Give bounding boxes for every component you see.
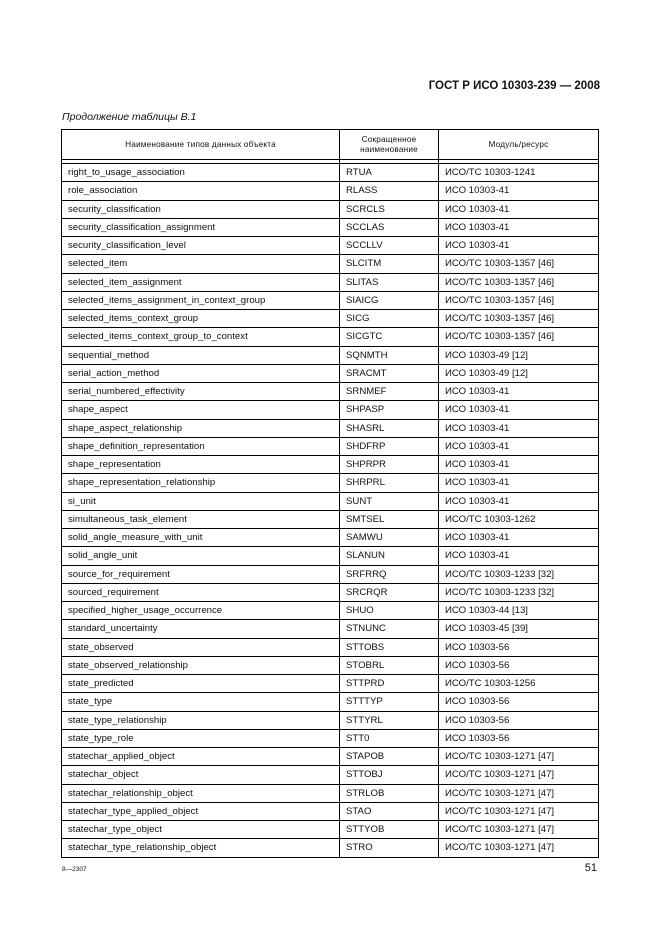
cell-module: ИСО/ТС 10303-1271 [47]	[439, 802, 599, 820]
table-row	[62, 474, 599, 492]
cell-entity-name: shape_representation	[62, 456, 340, 474]
cell-entity-name: security_classification_level	[62, 237, 340, 255]
cell-short-name: STTTYP	[340, 693, 439, 711]
table-row	[62, 565, 599, 583]
cell-module: ИСО 10303-41	[439, 492, 599, 510]
cell-entity-name: statechar_type_relationship_object	[62, 839, 340, 857]
cell-entity-name: shape_representation_relationship	[62, 474, 340, 492]
cell-short-name: SICGTC	[340, 328, 439, 346]
cell-short-name: STTOBJ	[340, 766, 439, 784]
cell-short-name: SQNMTH	[340, 346, 439, 364]
cell-entity-name: selected_item_assignment	[62, 273, 340, 291]
column-header-short-name-text: Сокращенное наименование	[360, 134, 418, 154]
cell-module: ИСО/ТС 10303-1233 [32]	[439, 583, 599, 601]
cell-module: ИСО/ТС 10303-1357 [46]	[439, 273, 599, 291]
table-row	[62, 510, 599, 528]
cell-module: ИСО/ТС 10303-1271 [47]	[439, 784, 599, 802]
cell-entity-name: si_unit	[62, 492, 340, 510]
cell-module: ИСО/ТС 10303-1241	[439, 164, 599, 182]
cell-short-name: STAO	[340, 802, 439, 820]
cell-module: ИСО 10303-49 [12]	[439, 364, 599, 382]
table-row	[62, 729, 599, 747]
cell-entity-name: state_type	[62, 693, 340, 711]
cell-entity-name: selected_items_context_group_to_context	[62, 328, 340, 346]
cell-short-name: SRCRQR	[340, 583, 439, 601]
cell-short-name: SRFRRQ	[340, 565, 439, 583]
cell-module: ИСО 10303-56	[439, 656, 599, 674]
cell-entity-name: security_classification_assignment	[62, 218, 340, 236]
cell-module: ИСО/ТС 10303-1271 [47]	[439, 748, 599, 766]
cell-module: ИСО/ТС 10303-1256	[439, 675, 599, 693]
cell-short-name: SAMWU	[340, 529, 439, 547]
cell-module: ИСО 10303-41	[439, 237, 599, 255]
cell-short-name: RLASS	[340, 182, 439, 200]
table-row	[62, 419, 599, 437]
cell-short-name: SMTSEL	[340, 510, 439, 528]
cell-short-name: SLANUN	[340, 547, 439, 565]
table-header-row	[62, 130, 599, 160]
cell-entity-name: solid_angle_unit	[62, 547, 340, 565]
table-row	[62, 839, 599, 857]
table-row	[62, 748, 599, 766]
cell-entity-name: specified_higher_usage_occurrence	[62, 602, 340, 620]
cell-module: ИСО/ТС 10303-1271 [47]	[439, 839, 599, 857]
cell-module: ИСО 10303-41	[439, 419, 599, 437]
table-row	[62, 273, 599, 291]
sheet-code: 8—2307	[62, 866, 87, 873]
cell-entity-name: standard_uncertainty	[62, 620, 340, 638]
table-row	[62, 164, 599, 182]
column-header-entity-name: Наименование типов данных объекта	[62, 130, 340, 160]
cell-entity-name: state_predicted	[62, 675, 340, 693]
table-row	[62, 401, 599, 419]
cell-entity-name: right_to_usage_association	[62, 164, 340, 182]
cell-entity-name: statechar_type_applied_object	[62, 802, 340, 820]
cell-entity-name: solid_angle_measure_with_unit	[62, 529, 340, 547]
cell-short-name: STRLOB	[340, 784, 439, 802]
cell-short-name: SHPRPR	[340, 456, 439, 474]
cell-short-name: STOBRL	[340, 656, 439, 674]
table-row	[62, 656, 599, 674]
cell-short-name: STTPRD	[340, 675, 439, 693]
cell-module: ИСО/ТС 10303-1357 [46]	[439, 328, 599, 346]
table-row	[62, 364, 599, 382]
cell-module: ИСО/ТС 10303-1233 [32]	[439, 565, 599, 583]
cell-module: ИСО 10303-41	[439, 437, 599, 455]
cell-entity-name: state_type_relationship	[62, 711, 340, 729]
cell-short-name: SHASRL	[340, 419, 439, 437]
cell-module: ИСО 10303-49 [12]	[439, 346, 599, 364]
cell-module: ИСО 10303-41	[439, 200, 599, 218]
cell-short-name: SCCLLV	[340, 237, 439, 255]
cell-short-name: STNUNC	[340, 620, 439, 638]
table-row	[62, 291, 599, 309]
cell-entity-name: source_for_requirement	[62, 565, 340, 583]
cell-short-name: SHDFRP	[340, 437, 439, 455]
cell-module: ИСО 10303-56	[439, 729, 599, 747]
cell-module: ИСО 10303-41	[439, 547, 599, 565]
cell-short-name: SCRCLS	[340, 200, 439, 218]
cell-module: ИСО 10303-41	[439, 182, 599, 200]
cell-short-name: STTOBS	[340, 638, 439, 656]
cell-module: ИСО 10303-41	[439, 401, 599, 419]
table-row	[62, 255, 599, 273]
cell-short-name: SICG	[340, 310, 439, 328]
table-row	[62, 383, 599, 401]
table-row	[62, 328, 599, 346]
table-row	[62, 218, 599, 236]
cell-entity-name: selected_item	[62, 255, 340, 273]
cell-module: ИСО/ТС 10303-1262	[439, 510, 599, 528]
cell-module: ИСО/ТС 10303-1357 [46]	[439, 291, 599, 309]
table-row	[62, 492, 599, 510]
cell-short-name: SUNT	[340, 492, 439, 510]
cell-short-name: SLCITM	[340, 255, 439, 273]
cell-entity-name: shape_definition_representation	[62, 437, 340, 455]
cell-short-name: SRNMEF	[340, 383, 439, 401]
cell-short-name: SHRPRL	[340, 474, 439, 492]
cell-module: ИСО/ТС 10303-1271 [47]	[439, 821, 599, 839]
table-row	[62, 638, 599, 656]
column-header-module: Модуль/ресурс	[439, 130, 599, 160]
cell-entity-name: state_observed_relationship	[62, 656, 340, 674]
cell-module: ИСО/ТС 10303-1357 [46]	[439, 255, 599, 273]
cell-module: ИСО 10303-41	[439, 474, 599, 492]
cell-module: ИСО 10303-56	[439, 638, 599, 656]
table-row	[62, 182, 599, 200]
table-continuation-label: Продолжение таблицы В.1	[62, 111, 197, 123]
cell-entity-name: serial_action_method	[62, 364, 340, 382]
table-row	[62, 784, 599, 802]
cell-entity-name: statechar_applied_object	[62, 748, 340, 766]
cell-short-name: SLITAS	[340, 273, 439, 291]
cell-entity-name: role_association	[62, 182, 340, 200]
table-row	[62, 802, 599, 820]
entity-table	[61, 129, 599, 858]
table-row	[62, 456, 599, 474]
table-row	[62, 200, 599, 218]
cell-module: ИСО 10303-56	[439, 693, 599, 711]
cell-module: ИСО/ТС 10303-1357 [46]	[439, 310, 599, 328]
cell-short-name: SIAICG	[340, 291, 439, 309]
cell-entity-name: serial_numbered_effectivity	[62, 383, 340, 401]
table-row	[62, 310, 599, 328]
cell-entity-name: selected_items_assignment_in_context_group	[62, 291, 340, 309]
cell-entity-name: selected_items_context_group	[62, 310, 340, 328]
cell-module: ИСО/ТС 10303-1271 [47]	[439, 766, 599, 784]
cell-entity-name: security_classification	[62, 200, 340, 218]
cell-module: ИСО 10303-41	[439, 218, 599, 236]
table-row	[62, 821, 599, 839]
table-row	[62, 583, 599, 601]
cell-entity-name: shape_aspect	[62, 401, 340, 419]
cell-entity-name: state_type_role	[62, 729, 340, 747]
cell-short-name: STRO	[340, 839, 439, 857]
cell-short-name: STT0	[340, 729, 439, 747]
cell-short-name: STTYRL	[340, 711, 439, 729]
page-number: 51	[584, 862, 597, 874]
column-header-short-name	[340, 130, 439, 160]
cell-short-name: SRACMT	[340, 364, 439, 382]
cell-short-name: SHPASP	[340, 401, 439, 419]
table-row	[62, 693, 599, 711]
table-row	[62, 711, 599, 729]
table-row	[62, 602, 599, 620]
table-row	[62, 766, 599, 784]
cell-module: ИСО 10303-41	[439, 456, 599, 474]
cell-entity-name: sequential_method	[62, 346, 340, 364]
cell-entity-name: statechar_type_object	[62, 821, 340, 839]
cell-entity-name: statechar_object	[62, 766, 340, 784]
cell-short-name: STTYOB	[340, 821, 439, 839]
cell-short-name: STAPOB	[340, 748, 439, 766]
cell-module: ИСО 10303-45 [39]	[439, 620, 599, 638]
cell-short-name: SHUO	[340, 602, 439, 620]
cell-module: ИСО 10303-56	[439, 711, 599, 729]
cell-entity-name: sourced_requirement	[62, 583, 340, 601]
cell-module: ИСО 10303-41	[439, 529, 599, 547]
cell-entity-name: shape_aspect_relationship	[62, 419, 340, 437]
cell-module: ИСО 10303-41	[439, 383, 599, 401]
table-row	[62, 547, 599, 565]
table-row	[62, 620, 599, 638]
document-header: ГОСТ Р ИСО 10303-239 — 2008	[428, 80, 600, 92]
cell-entity-name: statechar_relationship_object	[62, 784, 340, 802]
cell-short-name: SCCLAS	[340, 218, 439, 236]
cell-short-name: RTUA	[340, 164, 439, 182]
table-row	[62, 437, 599, 455]
table-row	[62, 675, 599, 693]
table-row	[62, 529, 599, 547]
cell-entity-name: simultaneous_task_element	[62, 510, 340, 528]
table-row	[62, 237, 599, 255]
cell-entity-name: state_observed	[62, 638, 340, 656]
cell-module: ИСО 10303-44 [13]	[439, 602, 599, 620]
table-row	[62, 346, 599, 364]
